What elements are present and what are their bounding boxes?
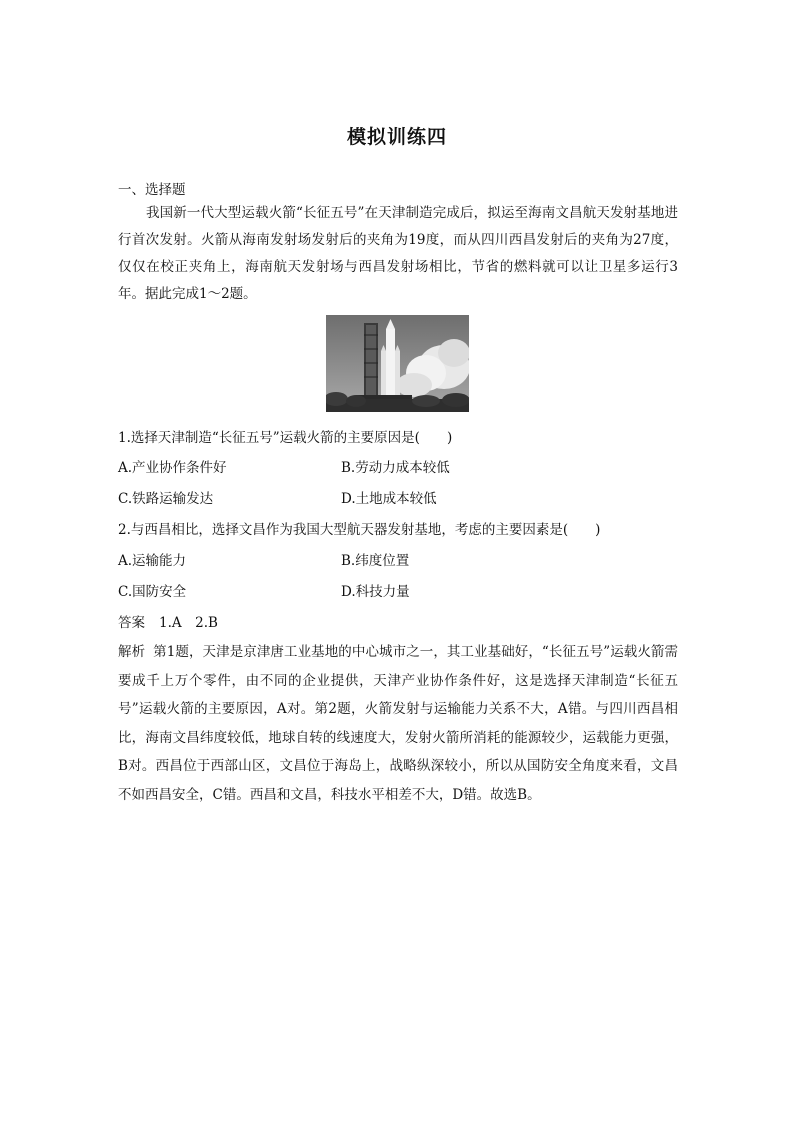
analysis-label: 解析: [118, 644, 146, 660]
question-1-stem: 1.选择天津制造“长征五号”运载火箭的主要原因是( ): [118, 430, 453, 446]
question-1-option-a: A.产业协作条件好: [118, 460, 227, 476]
answer-label: 答案: [118, 615, 145, 631]
rocket-launch-photo: [326, 315, 469, 412]
analysis-block: [118, 638, 678, 809]
question-2-option-a: A.运输能力: [118, 553, 187, 569]
question-1-option-c: C.铁路运输发达: [118, 491, 214, 507]
question-2-option-d: D.科技力量: [341, 584, 410, 600]
section-heading: 一、选择题: [118, 182, 186, 198]
question-1-option-d: D.土地成本较低: [341, 491, 437, 507]
question-2-stem: 2.与西昌相比，选择文昌作为我国大型航天器发射基地，考虑的主要因素是( ): [118, 522, 601, 538]
answer-value: 1.A 2.B: [159, 615, 218, 631]
passage-text: 我国新一代大型运载火箭“长征五号”在天津制造完成后，拟运至海南文昌航天发射基地进行首次发射。火箭从海南发射场发射后的夹角为19度，而从四川西昌发射后的夹角为27度，仅仅在校正夹角上，海南航天发射场与西昌发射场相比，节省的燃料就可以让卫星多运行3年。据此完成1～2题。: [118, 205, 678, 302]
analysis-text: 第1题，天津是京津唐工业基地的中心城市之一，其工业基础好，“长征五号”运载火箭需要成千上万个零件，由不同的企业提供，天津产业协作条件好，这是选择天津制造“长征五号”运载火箭的主要原因，A对。第2题，火箭发射与运输能力关系不大，A错。与四川西昌相比，海南文昌纬度较低，地球自转的线速度大，发射火箭所消耗的能源较少，运载能力更强，B对。西昌位于西部山区，文昌位于海岛上，战略纵深较小，所以从国防安全角度来看，文昌不如西昌安全，C错。西昌和文昌，科技水平相差不大，D错。故选B。: [118, 644, 678, 803]
answer-line: [118, 611, 218, 631]
question-2-option-c: C.国防安全: [118, 584, 187, 600]
page-title: 模拟训练四: [346, 126, 447, 148]
question-1-option-b: B.劳动力成本较低: [341, 460, 450, 476]
question-2-option-b: B.纬度位置: [341, 553, 410, 569]
